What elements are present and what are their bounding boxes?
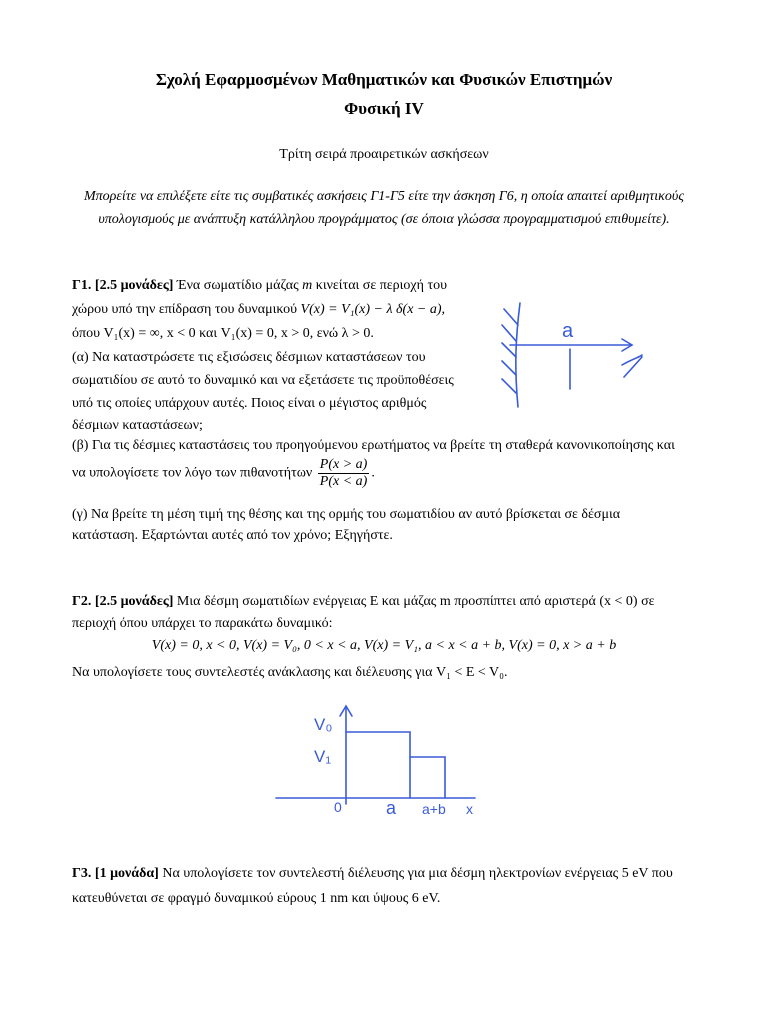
sketch-label-origin: 0 bbox=[334, 799, 342, 815]
sketch-label-v1: V₁ bbox=[314, 747, 332, 766]
g3-line-1 bbox=[72, 866, 673, 882]
g1-text-1: Ένα σωματίδιο μάζας bbox=[173, 278, 303, 293]
g2-potential-sketch bbox=[270, 700, 490, 820]
subtitle: Τρίτη σειρά προαιρετικών ασκήσεων bbox=[279, 147, 489, 162]
school-title: Σχολή Εφαρμοσμένων Μαθηματικών και Φυσικών Επιστημών bbox=[155, 70, 613, 89]
sketch-label-ab: a+b bbox=[422, 801, 446, 817]
intro-line-2: υπολογισμούς με ανάπτυξη κατάλληλου προγράμματος (σε όποια γλώσσα προγραμματισμού επιθυμείτε). bbox=[98, 212, 670, 227]
g1-text-1b: κινείται σε περιοχή του bbox=[312, 278, 448, 293]
step-v1 bbox=[410, 757, 445, 798]
g1-a-3: υπό τις οποίες υπάρχουν αυτές. Ποιος είναι ο μέγιστος αριθμός bbox=[72, 396, 427, 411]
g2-line-3: Να υπολογίσετε τους συντελεστές ανάκλασης και διέλευσης για V₁ < E < V₀. bbox=[72, 665, 508, 680]
g3-text-1: Να υπολογίσετε τον συντελεστή διέλευσης για μια δέσμη ηλεκτρονίων ενέργειας 5 eV που bbox=[158, 866, 673, 881]
g2-line-2: περιοχή όπου υπάρχει το παρακάτω δυναμικό: bbox=[72, 616, 333, 631]
g2-line-1 bbox=[72, 594, 655, 610]
g1-label: Γ1. [2.5 μονάδες] bbox=[72, 278, 174, 293]
probability-ratio bbox=[318, 457, 370, 490]
ratio-denominator: P(x < a) bbox=[319, 474, 368, 489]
g1-b-1: (β) Για τις δέσμιες καταστάσεις του προηγούμενου ερωτήματος να βρείτε τη σταθερά κανονικοποίησης και bbox=[72, 438, 675, 453]
g1-line-1 bbox=[72, 278, 447, 294]
g1-potential: V(x) = V₁(x) − λ δ(x − a), bbox=[300, 302, 446, 317]
g1-c-1: (γ) Να βρείτε τη μέση τιμή της θέσης και της ορμής του σωματιδίου αν αυτό βρίσκεται σε δέσμια bbox=[72, 507, 621, 522]
g2-text-1: Μια δέσμη σωματιδίων ενέργειας E και μάζας m προσπίπτει από αριστερά (x < 0) σε bbox=[173, 594, 655, 609]
g1-potential-sketch bbox=[490, 295, 660, 425]
ratio-numerator: P(x > a) bbox=[319, 457, 368, 472]
course-title: Φυσική IV bbox=[344, 99, 424, 118]
g1-a-1: (α) Να καταστρώσετε τις εξισώσεις δέσμιων καταστάσεων του bbox=[72, 350, 426, 365]
g1-a-2: σωματιδίου σε αυτό το δυναμικό και να εξετάσετε τις προϋποθέσεις bbox=[72, 373, 454, 388]
g2-label: Γ2. [2.5 μονάδες] bbox=[72, 594, 174, 609]
g2-potential: V(x) = 0, x < 0, V(x) = V₀, 0 < x < a, V(x) = V₁, a < x < a + b, V(x) = 0, x > a + b bbox=[151, 638, 617, 653]
g1-b-2-text: να υπολογίσετε τον λόγο των πιθανοτήτων bbox=[72, 465, 316, 481]
g1-mass: m bbox=[302, 278, 313, 293]
intro-line-1: Μπορείτε να επιλέξετε είτε τις συμβατικές ασκήσεις Γ1-Γ5 είτε την άσκηση Γ6, η οποία απαιτεί αριθμητικούς bbox=[83, 189, 685, 204]
sketch-label-a: a bbox=[386, 798, 397, 818]
wall-line bbox=[516, 303, 520, 407]
g1-line-2 bbox=[72, 302, 445, 318]
sketch-label-x: x bbox=[466, 801, 473, 817]
g1-c-2: κατάσταση. Εξαρτώνται αυτές από τον χρόνο; Εξηγήστε. bbox=[72, 528, 393, 543]
g3-line-2: κατευθύνεται σε φραγμό δυναμικού εύρους 1 nm και ύψους 6 eV. bbox=[72, 891, 441, 906]
x-axis-label-glyph bbox=[622, 355, 642, 377]
sketch-label-a: a bbox=[562, 320, 574, 342]
g1-a-4: δέσμιων καταστάσεων; bbox=[72, 418, 203, 433]
sketch-label-v0: V₀ bbox=[314, 715, 333, 734]
g1-text-2: χώρου υπό την επίδραση του δυναμικού bbox=[72, 302, 301, 317]
step-v0 bbox=[346, 732, 410, 798]
g1-line-3: όπου V₁(x) = ∞, x < 0 και V₁(x) = 0, x > 0, ενώ λ > 0. bbox=[72, 326, 374, 341]
g1-b-2: να υπολογίσετε τον λόγο των πιθανοτήτων $\frac{P(x > a)}{P(x < a)}$ . bbox=[72, 457, 375, 489]
g3-label: Γ3. [1 μονάδα] bbox=[72, 866, 159, 881]
